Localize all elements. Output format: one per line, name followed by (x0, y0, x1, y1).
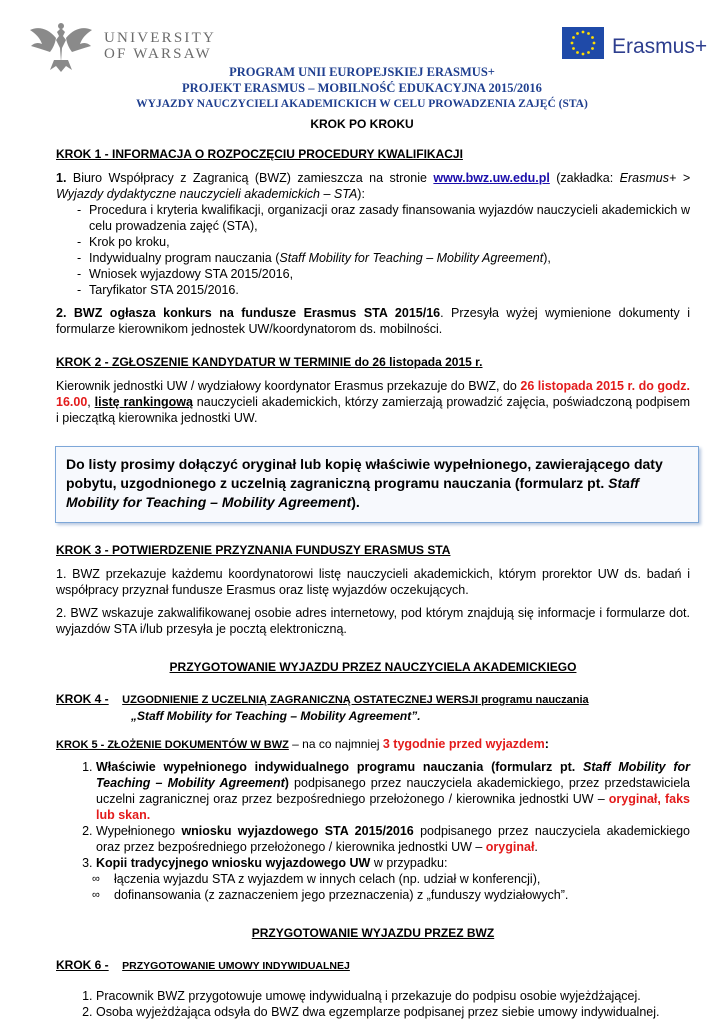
erasmus-plus-logo (562, 27, 712, 63)
krok3-header: KROK 3 - POTWIERDZENIE PRZYZNANIA FUNDUSZY ERASMUS STA (56, 543, 451, 557)
krok1-p1-b: (zakładka: (549, 171, 620, 185)
krok5-i2-end: . (534, 840, 538, 854)
krok3-paragraph2: 2. BWZ wskazuje zakwalifikowanej osobie adres internetowy, pod którym znajdują się informacje i formularze dot. wyjazdów STA i/lub przesyła je pocztą elektroniczną. (56, 606, 690, 636)
section-bwz-preparation: PRZYGOTOWANIE WYJAZDU PRZEZ BWZ (251, 926, 495, 940)
list-item (96, 759, 690, 823)
krok2-header: KROK 2 - ZGŁOSZENIE KANDYDATUR W TERMINIE do 26 listopada 2015 r. (56, 355, 483, 369)
krok5-deadline: 3 tygodnie przed wyjazdem (382, 737, 545, 751)
krok5-i1-close: ) (284, 776, 289, 790)
list-item: 2. Osoba wyjeżdżająca odsyła do BWZ dwa egzemplarze podpisanej przez siebie umowy indywidualnej. (96, 1004, 690, 1020)
krok5-i3-rest: w przypadku: (370, 856, 448, 870)
main-content (56, 146, 690, 1020)
list-item: ∞ dofinansowania (z zaznaczeniem jego przeznaczenia) z „funduszy wydziałowych”. (92, 887, 690, 903)
list-item: - Procedura i kryteria kwalifikacji, organizacji oraz zasady finansowania wyjazdów nauczycieli akademickich w celu prowadzenia zajęć (STA), (77, 202, 690, 234)
krok2-p-a: Kierownik jednostki UW / wydziałowy koordynator Erasmus przekazuje do BWZ, do (56, 379, 521, 393)
krok6-label: KROK 6 - (56, 958, 109, 972)
title-step-by-step: KROK PO KROKU (310, 117, 414, 131)
krok1-p1-italic: Erasmus+ > Wyjazdy dydaktyczne nauczycieli akademickich – STA (56, 171, 690, 201)
krok5-i1-bold: Właściwie wypełnionego indywidualnego programu nauczania (formularz pt. (96, 760, 584, 774)
krok4-header (56, 691, 690, 708)
krok5-i2-red: oryginał (485, 840, 535, 854)
title-project: PROJEKT ERASMUS – MOBILNOŚĆ EDUKACYJNA 2015/2016 (182, 81, 542, 95)
krok5-i2-b: podpisanego przez nauczyciela akademickiego oraz przez bezpośredniego przełożonego / kierownika jednostki UW – (96, 824, 690, 854)
krok5-i1-rest: podpisanego przez nauczyciela akademickiego, przez przedstawiciela uczelni zagranicznej oraz przez bezpośredniego przełożonego / kierownika jednostki UW – (96, 776, 690, 806)
krok5-i1-red: oryginał, faks lub skan. (96, 792, 690, 822)
list-item: 1. Pracownik BWZ przygotowuje umowę indywidualną i przekazuje do podpisu osobie wyjeżdżającej. (96, 988, 690, 1004)
notice-end: ). (351, 494, 360, 510)
bwz-website-link[interactable]: www.bwz.uw.edu.pl (433, 171, 550, 185)
krok1-paragraph1 (56, 170, 690, 202)
list-item (77, 250, 690, 266)
krok1-header: KROK 1 - INFORMACJA O ROZPOCZĘCIU PROCEDURY KWALIFIKACJI (56, 147, 463, 161)
krok6-header (56, 957, 690, 974)
title-block (0, 64, 724, 131)
list-item: - Taryfikator STA 2015/2016. (77, 282, 690, 298)
notice-box (55, 446, 699, 523)
krok2-ranking-list: listę rankingową (94, 395, 193, 409)
krok5-document-list (56, 759, 690, 871)
uw-line2: OF WARSAW (104, 46, 212, 62)
list-item: ∞ łączenia wyjazdu STA z wyjazdem w innych celach (np. udział w konferencji), (92, 871, 690, 887)
krok4-label: KROK 4 - (56, 692, 109, 706)
krok1-p2-bold: 2. BWZ ogłasza konkurs na fundusze Erasmus STA 2015/16 (56, 306, 441, 320)
uw-line1: UNIVERSITY (104, 30, 216, 46)
krok1-paragraph2 (56, 305, 690, 337)
krok1-p1-a: Biuro Współpracy z Zagranicą (BWZ) zamieszcza na stronie (66, 171, 434, 185)
title-trips: WYJAZDY NAUCZYCIELI AKADEMICKICH W CELU PROWADZENIA ZAJĘĆ (STA) (136, 98, 588, 110)
list-item-text: Indywidualny program nauczania ( (89, 251, 280, 265)
list-item (96, 823, 690, 855)
krok1-p2-rest: . Przesyła wyżej wymienione dokumenty i formularze kierownikom jednostek UW/koordynatorom ds. mobilności. (56, 306, 690, 336)
list-item: - Wniosek wyjazdowy STA 2015/2016, (77, 266, 690, 282)
krok1-p1-c: ): (357, 187, 365, 201)
krok5-header (56, 736, 690, 753)
notice-text: Do listy prosimy dołączyć oryginał lub kopię właściwie wypełnionego, zawierającego daty pobytu, uzgodnionego z uczelnią zagraniczną programu nauczania (formularz pt. (66, 456, 663, 491)
krok2-deadline: 26 listopada 2015 r. do godz. 16.00 (56, 379, 691, 409)
eu-flag-icon (562, 27, 604, 59)
krok3-paragraph1: 1. BWZ przekazuje każdemu koordynatorowi listę nauczycieli akademickich, którym prorektor UW ds. badań i współpracy przyznał fundusze Erasmus oraz listę wyjazdów oczekujących. (56, 567, 690, 597)
list-item-italic: Staff Mobility for Teaching – Mobility Agreement (279, 251, 544, 265)
krok6-list (56, 988, 690, 1020)
krok2-paragraph (56, 378, 690, 426)
krok4-title: UZGODNIENIE Z UCZELNIĄ ZAGRANICZNĄ OSTATECZNEJ WERSJI programu nauczania (122, 694, 589, 706)
krok5-sub-list (56, 871, 690, 903)
krok2-p-c: nauczycieli akademickich, którzy zamierzają prowadzić zajęcia, poświadczoną podpisem i pieczątką kierownika jednostki UW. (56, 395, 690, 425)
list-item (96, 855, 690, 871)
krok5-label: KROK 5 - ZŁOŻENIE DOKUMENTÓW W BWZ (56, 739, 289, 751)
krok5-i3-bold: Kopii tradycyjnego wniosku wyjazdowego UW (96, 856, 371, 870)
krok5-i1-bold-italic: Staff Mobility for Teaching – Mobility Agreement (96, 760, 690, 790)
krok5-i2-bold: wniosku wyjazdowego STA 2015/2016 (181, 824, 414, 838)
krok5-dash: – na co najmniej (288, 737, 383, 751)
krok2-p-b: , (87, 395, 95, 409)
list-item-end: ), (543, 251, 551, 265)
krok1-document-list (56, 202, 690, 298)
krok4-line2: „Staff Mobility for Teaching – Mobility Agreement”. (131, 709, 421, 723)
krok6-title: PRZYGOTOWANIE UMOWY INDYWIDUALNEJ (122, 960, 350, 972)
title-program: PROGRAM UNII EUROPEJSKIEJ ERASMUS+ (229, 65, 495, 79)
notice-italic: Staff Mobility for Teaching – Mobility Agreement (66, 475, 640, 510)
section-teacher-preparation: PRZYGOTOWANIE WYJAZDU PRZEZ NAUCZYCIELA AKADEMICKIEGO (169, 660, 577, 674)
krok5-colon: : (544, 737, 549, 751)
krok5-i2-a: Wypełnionego (96, 824, 182, 838)
krok1-p1-num: 1. (56, 171, 67, 185)
list-item: - Krok po kroku, (77, 234, 690, 250)
erasmus-logo-text: Erasmus+ (612, 35, 708, 58)
